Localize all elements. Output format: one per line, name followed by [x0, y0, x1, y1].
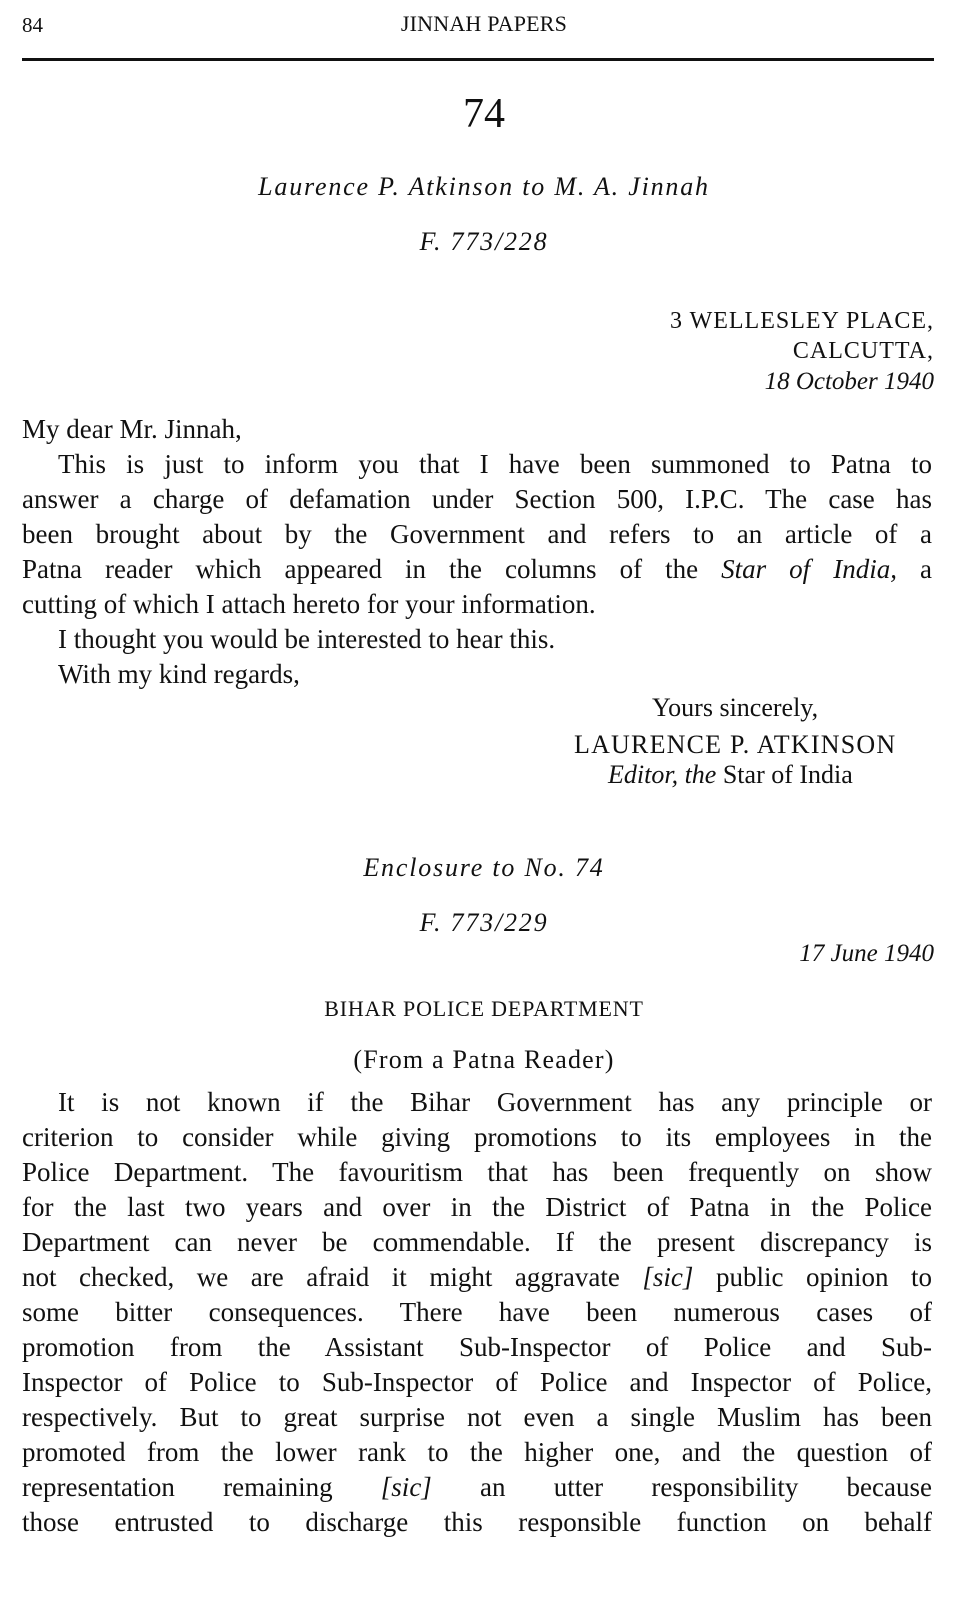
sic-marker: [sic]	[380, 1472, 432, 1502]
article-line: respectively. But to great surprise not even a single Muslim has been	[22, 1402, 932, 1432]
signatory-title	[608, 760, 853, 790]
letter-line: answer a charge of defamation under Section 500, I.P.C. The case has	[22, 484, 932, 514]
letter-line: been brought about by the Government and refers to an article of a	[22, 519, 932, 549]
salutation: My dear Mr. Jinnah,	[22, 414, 242, 444]
running-title: JINNAH PAPERS	[400, 11, 568, 36]
signatory-title-role: Editor, the	[608, 760, 717, 789]
letter-paragraph: With my kind regards,	[58, 659, 300, 689]
article-line: promoted from the lower rank to the higher one, and the question of	[22, 1437, 932, 1467]
article-heading: BIHAR POLICE DEPARTMENT	[324, 996, 644, 1021]
address-line-1: 3 WELLESLEY PLACE,	[670, 308, 934, 334]
article-line-text: an utter responsibility because	[480, 1472, 933, 1502]
enclosure-title: Enclosure to No. 74	[363, 853, 605, 882]
article-line: Department can never be commendable. If the present discrepancy is	[22, 1227, 932, 1257]
article-line-text: representation remaining	[22, 1472, 333, 1502]
article-line-text: not checked, we are afraid it might aggravate	[22, 1262, 620, 1292]
address-line-2: CALCUTTA,	[792, 338, 934, 364]
signatory-name: LAURENCE P. ATKINSON	[574, 730, 897, 759]
publication-name: Star of India,	[721, 554, 897, 584]
document-number: 74	[463, 91, 505, 137]
sic-marker: [sic]	[642, 1262, 694, 1292]
signatory-title-publication: Star of India	[722, 760, 853, 789]
closing: Yours sincerely,	[652, 693, 819, 722]
article-line-text: public opinion to	[715, 1262, 933, 1292]
article-line: Inspector of Police to Sub-Inspector of Police and Inspector of Police,	[22, 1367, 932, 1397]
letter-line-text: a	[920, 554, 933, 584]
letter-paragraph: I thought you would be interested to hear this.	[58, 624, 556, 654]
enclosure-reference: F. 773/229	[419, 908, 549, 937]
letter-line: cutting of which I attach hereto for your information.	[22, 589, 596, 619]
header-rule	[22, 58, 934, 61]
page-number: 84	[22, 13, 43, 37]
article-line: criterion to consider while giving promotions to its employees in the	[22, 1122, 932, 1152]
article-line: It is not known if the Bihar Government has any principle or	[58, 1087, 932, 1117]
article-line: for the last two years and over in the District of Patna in the Police	[22, 1192, 932, 1222]
article-line	[22, 1260, 932, 1295]
document-title: Laurence P. Atkinson to M. A. Jinnah	[258, 172, 710, 201]
enclosure-date: 17 June 1940	[799, 940, 934, 967]
letter-line	[22, 552, 932, 587]
article-subheading: (From a Patna Reader)	[353, 1045, 615, 1074]
article-line: Police Department. The favouritism that has been frequently on show	[22, 1157, 932, 1187]
article-line: those entrusted to discharge this responsible function on behalf	[22, 1507, 932, 1537]
article-line	[22, 1470, 932, 1505]
article-line: some bitter consequences. There have been numerous cases of	[22, 1297, 932, 1327]
letter-line-text: Patna reader which appeared in the columns of the	[22, 554, 699, 584]
document-reference: F. 773/228	[419, 227, 549, 256]
letter-line: This is just to inform you that I have been summoned to Patna to	[58, 449, 932, 479]
article-line: promotion from the Assistant Sub-Inspector of Police and Sub-	[22, 1332, 932, 1362]
letter-date: 18 October 1940	[764, 368, 934, 395]
